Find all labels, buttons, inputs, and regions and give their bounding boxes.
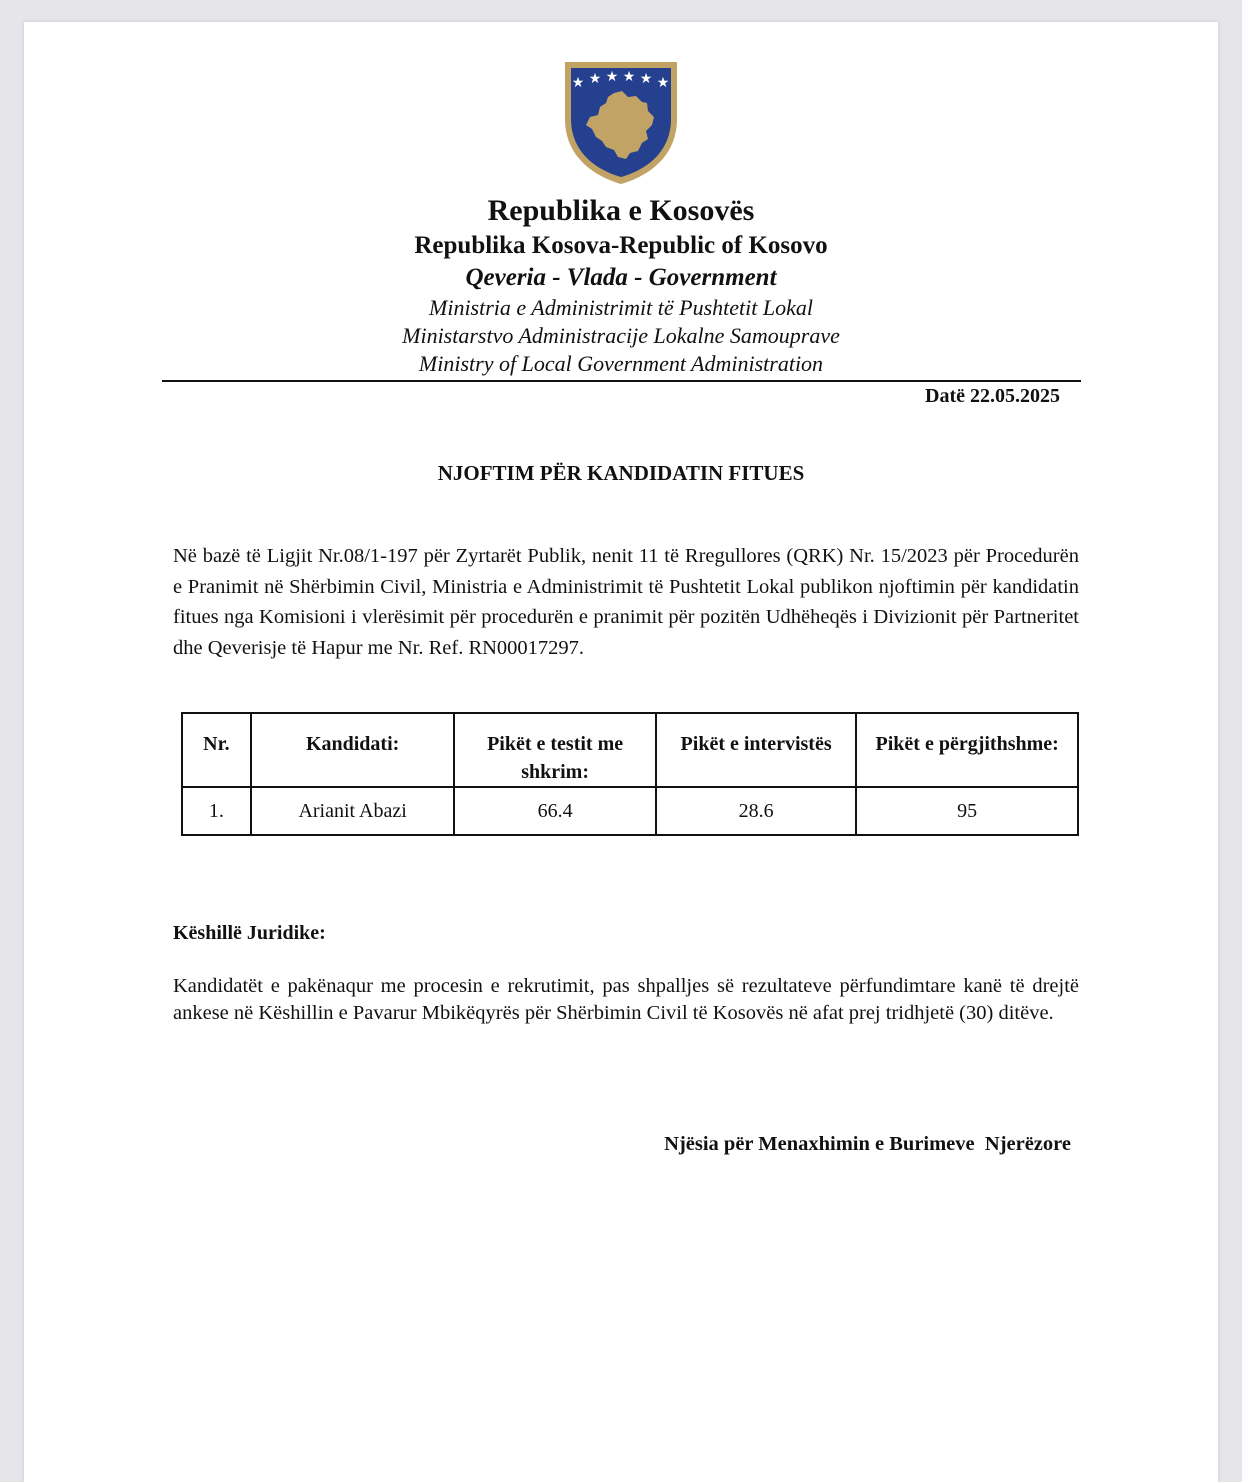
signature: Njësia për Menaxhimin e Burimeve Njerëzore: [664, 1133, 1071, 1155]
table-header-row: [182, 713, 1078, 787]
svg-text:★: ★: [639, 71, 653, 87]
column-header-written-test: Pikët e testit me shkrim:: [454, 713, 655, 787]
document-date: Datë 22.05.2025: [925, 385, 1060, 407]
header-title: Republika e Kosovës: [487, 194, 755, 227]
results-table: [181, 712, 1079, 836]
header-subtitle: Republika Kosova-Republic of Kosovo: [414, 232, 828, 259]
intro-paragraph: Në bazë të Ligjit Nr.08/1-197 për Zyrtarët Publik, nenit 11 të Rregullores (QRK) Nr. 15/2023 për Procedurën e Pranimit në Shërbimin Civil, Ministria e Administrimit të Pushtetit Lokal publikon njoftimin për kandidatin fitues nga Komisioni i vlerësimit për procedurën e pranimit për pozitën Udhëheqës i Divizionit për Partneritet dhe Qeverisje të Hapur me Nr. Ref. RN00017297.: [173, 545, 1079, 659]
kosovo-coat-of-arms-icon: [562, 59, 680, 187]
legal-advice-text: Kandidatët e pakënaqur me procesin e rekrutimit, pas shpalljes së rezultateve përfundimtare kanë të drejtë ankese në Këshillin e Pavarur Mbikëqyrës për Shërbimin Civil të Kosovës në afat prej tridhjetë (30) ditëve.: [173, 975, 1079, 1024]
document-title: NJOFTIM PËR KANDIDATIN FITUES: [437, 461, 805, 485]
cell-candidate: Arianit Abazi: [251, 787, 455, 835]
header-ministry-en: Ministry of Local Government Administration: [418, 351, 824, 376]
header-government: Qeveria - Vlada - Government: [465, 264, 777, 291]
svg-text:★: ★: [588, 71, 602, 87]
svg-text:★: ★: [571, 75, 585, 91]
legal-advice-heading: Këshillë Juridike:: [173, 922, 326, 944]
column-header-nr: Nr.: [182, 713, 251, 787]
cell-nr: 1.: [182, 787, 251, 835]
header-ministry-sq: Ministria e Administrimit të Pushtetit Lokal: [429, 295, 813, 320]
column-header-candidate: Kandidati:: [251, 713, 455, 787]
svg-text:★: ★: [605, 69, 619, 85]
cell-interview: 28.6: [656, 787, 857, 835]
header-ministry-sr: Ministarstvo Administracije Lokalne Samouprave: [402, 323, 840, 348]
document-page: [24, 22, 1218, 1482]
table-row: [182, 787, 1078, 835]
svg-text:★: ★: [656, 75, 670, 91]
column-header-interview: Pikët e intervistës: [656, 713, 857, 787]
column-header-total: Pikët e përgjithshme:: [856, 713, 1078, 787]
svg-text:★: ★: [622, 69, 636, 85]
cell-written-test: 66.4: [454, 787, 655, 835]
header-divider: [162, 380, 1081, 382]
cell-total: 95: [856, 787, 1078, 835]
